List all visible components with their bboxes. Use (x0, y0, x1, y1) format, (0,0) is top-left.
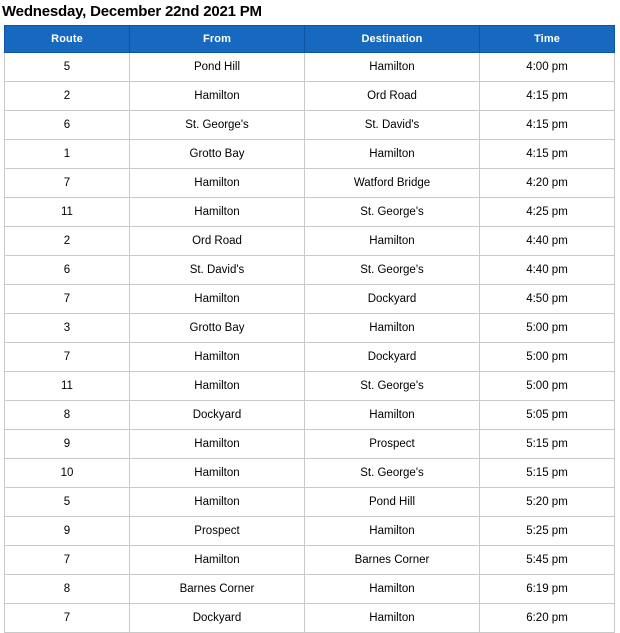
cell-from: St. George's (130, 111, 305, 140)
cell-destination: Hamilton (305, 517, 480, 546)
table-row (5, 546, 615, 575)
cell-destination: Hamilton (305, 53, 480, 82)
cell-route: 8 (5, 575, 130, 604)
cell-route: 7 (5, 169, 130, 198)
cell-destination: Prospect (305, 430, 480, 459)
cell-time: 5:15 pm (480, 459, 615, 488)
cell-destination: Pond Hill (305, 488, 480, 517)
cell-destination: Barnes Corner (305, 546, 480, 575)
table-row (5, 488, 615, 517)
cell-time: 4:15 pm (480, 82, 615, 111)
cell-route: 11 (5, 198, 130, 227)
cell-from: Grotto Bay (130, 140, 305, 169)
cell-time: 4:15 pm (480, 111, 615, 140)
cell-destination: Hamilton (305, 227, 480, 256)
cell-route: 10 (5, 459, 130, 488)
cell-from: Hamilton (130, 198, 305, 227)
cell-destination: Hamilton (305, 575, 480, 604)
table-row (5, 372, 615, 401)
cell-time: 6:20 pm (480, 604, 615, 633)
cell-from: Dockyard (130, 401, 305, 430)
cell-from: Hamilton (130, 372, 305, 401)
cell-destination: St. George's (305, 198, 480, 227)
cell-time: 6:19 pm (480, 575, 615, 604)
table-row (5, 169, 615, 198)
cell-from: Hamilton (130, 546, 305, 575)
cell-route: 7 (5, 343, 130, 372)
cell-time: 4:20 pm (480, 169, 615, 198)
cell-time: 5:45 pm (480, 546, 615, 575)
cell-from: Hamilton (130, 488, 305, 517)
cell-from: Ord Road (130, 227, 305, 256)
cell-route: 8 (5, 401, 130, 430)
cell-destination: Dockyard (305, 343, 480, 372)
cell-time: 4:50 pm (480, 285, 615, 314)
cell-from: Hamilton (130, 343, 305, 372)
table-row (5, 314, 615, 343)
cell-from: St. David's (130, 256, 305, 285)
cell-destination: St. George's (305, 459, 480, 488)
table-row (5, 401, 615, 430)
cell-route: 6 (5, 256, 130, 285)
cell-route: 9 (5, 517, 130, 546)
table-row (5, 517, 615, 546)
cell-destination: Watford Bridge (305, 169, 480, 198)
table-header (5, 26, 615, 53)
cell-destination: Dockyard (305, 285, 480, 314)
table-row (5, 53, 615, 82)
cell-destination: Hamilton (305, 401, 480, 430)
cell-destination: St. George's (305, 372, 480, 401)
cell-route: 5 (5, 53, 130, 82)
cell-time: 4:15 pm (480, 140, 615, 169)
cell-from: Prospect (130, 517, 305, 546)
table-row (5, 575, 615, 604)
cell-route: 7 (5, 546, 130, 575)
cell-time: 4:40 pm (480, 256, 615, 285)
cell-route: 1 (5, 140, 130, 169)
cell-route: 2 (5, 82, 130, 111)
cell-time: 5:15 pm (480, 430, 615, 459)
cell-route: 6 (5, 111, 130, 140)
bus-schedule-table (4, 25, 615, 633)
cell-route: 7 (5, 604, 130, 633)
cell-route: 11 (5, 372, 130, 401)
column-header-destination: Destination (305, 26, 480, 53)
cell-from: Hamilton (130, 285, 305, 314)
cell-destination: St. George's (305, 256, 480, 285)
table-row (5, 604, 615, 633)
cell-from: Grotto Bay (130, 314, 305, 343)
table-row (5, 111, 615, 140)
page-title: Wednesday, December 22nd 2021 PM (2, 3, 262, 20)
table-row (5, 82, 615, 111)
table-row (5, 430, 615, 459)
cell-route: 3 (5, 314, 130, 343)
cell-destination: Hamilton (305, 604, 480, 633)
table-row (5, 198, 615, 227)
cell-time: 5:20 pm (480, 488, 615, 517)
column-header-from: From (130, 26, 305, 53)
table-row (5, 256, 615, 285)
column-header-time: Time (480, 26, 615, 53)
cell-time: 5:05 pm (480, 401, 615, 430)
table-row (5, 459, 615, 488)
cell-destination: St. David's (305, 111, 480, 140)
cell-from: Hamilton (130, 459, 305, 488)
cell-time: 4:00 pm (480, 53, 615, 82)
column-header-route: Route (5, 26, 130, 53)
cell-from: Hamilton (130, 169, 305, 198)
table-row (5, 227, 615, 256)
cell-from: Hamilton (130, 430, 305, 459)
cell-time: 4:25 pm (480, 198, 615, 227)
cell-destination: Hamilton (305, 314, 480, 343)
cell-time: 4:40 pm (480, 227, 615, 256)
cell-from: Dockyard (130, 604, 305, 633)
cell-from: Barnes Corner (130, 575, 305, 604)
cell-time: 5:25 pm (480, 517, 615, 546)
table-row (5, 343, 615, 372)
cell-from: Pond Hill (130, 53, 305, 82)
cell-route: 2 (5, 227, 130, 256)
cell-time: 5:00 pm (480, 343, 615, 372)
cell-time: 5:00 pm (480, 314, 615, 343)
cell-destination: Ord Road (305, 82, 480, 111)
cell-time: 5:00 pm (480, 372, 615, 401)
table-body (5, 53, 615, 633)
cell-route: 5 (5, 488, 130, 517)
table-row (5, 285, 615, 314)
table-row (5, 140, 615, 169)
cell-route: 7 (5, 285, 130, 314)
cell-from: Hamilton (130, 82, 305, 111)
table-header-row (5, 26, 615, 53)
cell-destination: Hamilton (305, 140, 480, 169)
cell-route: 9 (5, 430, 130, 459)
